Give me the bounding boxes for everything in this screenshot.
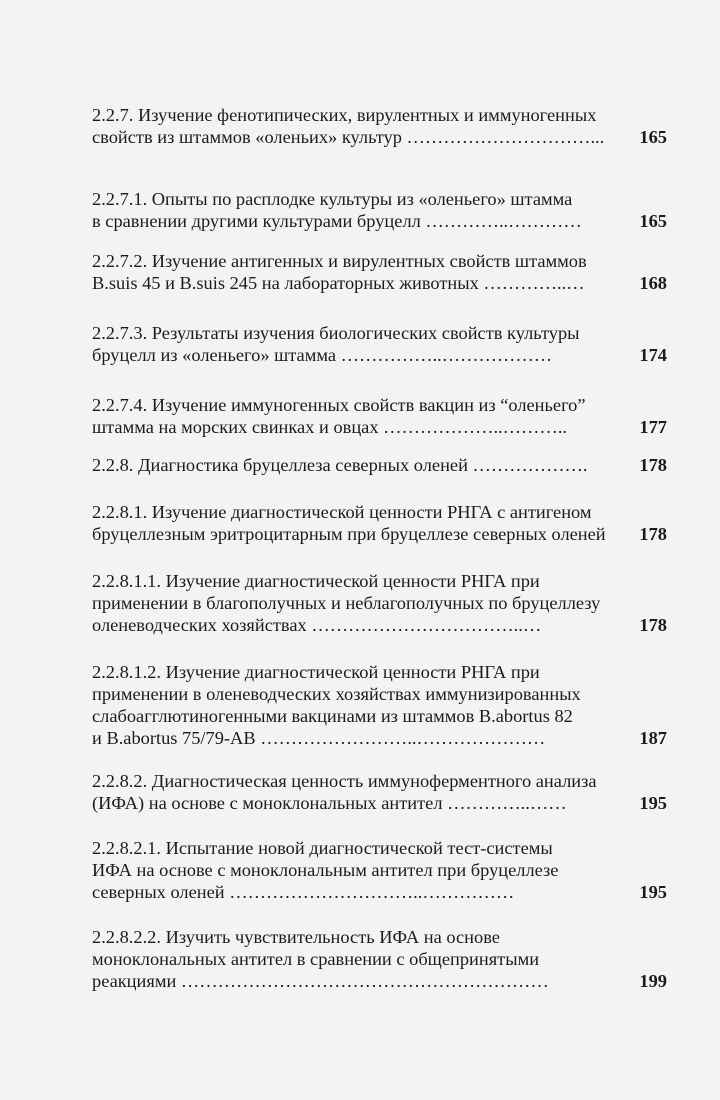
toc-entry-line: 2.2.8.1. Изучение диагностической ценности РНГА с антигеном bbox=[92, 502, 592, 522]
toc-entry[interactable] bbox=[92, 770, 667, 814]
toc-entry-leader-line bbox=[92, 454, 667, 476]
toc-entry-line: 2.2.7.4. Изучение иммуногенных свойств вакцин из “оленьего” bbox=[92, 395, 586, 415]
toc-page-number: 178 bbox=[639, 455, 667, 475]
toc-entry-text: (ИФА) на основе с моноклональных антител …………..…… bbox=[92, 793, 567, 813]
toc-entry[interactable] bbox=[92, 837, 667, 903]
toc-entry[interactable] bbox=[92, 570, 667, 636]
toc-entry[interactable] bbox=[92, 454, 667, 476]
toc-entry-leader-line bbox=[92, 344, 667, 366]
toc-entry-leader-line bbox=[92, 523, 667, 545]
toc-entry-line: моноклональных антител в сравнении с общепринятыми bbox=[92, 949, 540, 969]
toc-entry-text: северных оленей …………………………..…………… bbox=[92, 882, 515, 902]
toc-entry-line: 2.2.7.3. Результаты изучения биологических свойств культуры bbox=[92, 323, 580, 343]
toc-entry[interactable] bbox=[92, 104, 667, 148]
toc-entry-text: свойств из штаммов «оленьих» культур …………………………... bbox=[92, 127, 605, 147]
toc-entry-leader-line bbox=[92, 727, 667, 749]
toc-entry-leader-line bbox=[92, 970, 667, 992]
toc-page-number: 187 bbox=[639, 728, 667, 748]
toc-page-number: 177 bbox=[639, 417, 667, 437]
toc-entry-line: 2.2.8.2.1. Испытание новой диагностической тест-системы bbox=[92, 838, 553, 858]
toc-entry[interactable] bbox=[92, 926, 667, 992]
toc-entry-line: слабоагглютиногенными вакцинами из штаммов B.abortus 82 bbox=[92, 706, 573, 726]
toc-entry[interactable] bbox=[92, 501, 667, 545]
toc-page-number: 195 bbox=[639, 882, 667, 902]
toc-entry[interactable] bbox=[92, 661, 667, 749]
toc-entry[interactable] bbox=[92, 188, 667, 232]
toc-page-number: 178 bbox=[639, 524, 667, 544]
toc-entry-line: 2.2.7. Изучение фенотипических, вирулентных и иммуногенных bbox=[92, 105, 597, 125]
toc-page-number: 199 bbox=[639, 971, 667, 991]
toc-page-number: 195 bbox=[639, 793, 667, 813]
toc-entry-text: и B.abortus 75/79-AB ……………………..………………… bbox=[92, 728, 546, 748]
toc-entry-line: ИФА на основе с моноклональным антител при бруцеллезе bbox=[92, 860, 559, 880]
toc-entry-text: B.suis 45 и B.suis 245 на лабораторных животных …………..… bbox=[92, 273, 585, 293]
toc-entry-line: 2.2.8.1.1. Изучение диагностической ценности РНГА при bbox=[92, 571, 540, 591]
toc-entry-leader-line bbox=[92, 416, 667, 438]
toc-entry-text: 2.2.8. Диагностика бруцеллеза северных оленей ………………. bbox=[92, 455, 588, 475]
toc-entry[interactable] bbox=[92, 322, 667, 366]
toc-entry-leader-line bbox=[92, 792, 667, 814]
toc-entry-leader-line bbox=[92, 272, 667, 294]
toc-entry-line: 2.2.8.2. Диагностическая ценность иммуноферментного анализа bbox=[92, 771, 597, 791]
toc-entry-text: штамма на морских свинках и овцах ………………..……….. bbox=[92, 417, 568, 437]
toc-entry[interactable] bbox=[92, 250, 667, 294]
toc-page-number: 165 bbox=[639, 211, 667, 231]
toc-page-number: 178 bbox=[639, 615, 667, 635]
toc-page-number: 174 bbox=[639, 345, 667, 365]
toc-entry[interactable] bbox=[92, 394, 667, 438]
toc-entry-text: бруцелл из «оленьего» штамма ……………..……………… bbox=[92, 345, 553, 365]
toc-entry-line: 2.2.7.2. Изучение антигенных и вирулентных свойств штаммов bbox=[92, 251, 587, 271]
toc-entry-line: 2.2.8.2.2. Изучить чувствительность ИФА на основе bbox=[92, 927, 500, 947]
toc-page-number: 165 bbox=[639, 127, 667, 147]
toc-entry-leader-line bbox=[92, 126, 667, 148]
toc-entry-text: оленеводческих хозяйствах ……………………………..… bbox=[92, 615, 542, 635]
toc-entry-text: реакциями …………………………………………………… bbox=[92, 971, 549, 991]
toc-page-number: 168 bbox=[639, 273, 667, 293]
toc-entry-line: 2.2.8.1.2. Изучение диагностической ценности РНГА при bbox=[92, 662, 540, 682]
toc-entry-text: в сравнении другими культурами бруцелл …………..………… bbox=[92, 211, 582, 231]
toc-entry-text: бруцеллезным эритроцитарным при бруцеллезе северных оленей bbox=[92, 524, 606, 544]
toc-entry-line: применении в благополучных и неблагополучных по бруцеллезу bbox=[92, 593, 601, 613]
toc-entry-leader-line bbox=[92, 881, 667, 903]
toc-entry-leader-line bbox=[92, 210, 667, 232]
toc-entry-leader-line bbox=[92, 614, 667, 636]
toc-entry-line: 2.2.7.1. Опыты по расплодке культуры из «оленьего» штамма bbox=[92, 189, 573, 209]
toc-entry-line: применении в оленеводческих хозяйствах иммунизированных bbox=[92, 684, 581, 704]
